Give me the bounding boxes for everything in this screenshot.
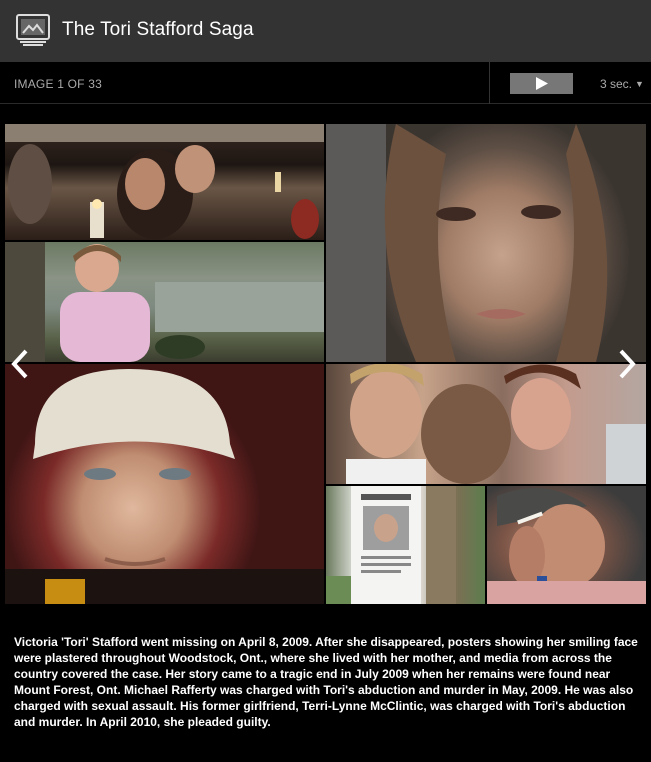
chevron-left-icon[interactable] bbox=[10, 348, 30, 380]
photo-girl-by-lake[interactable] bbox=[5, 242, 324, 362]
chevron-down-icon: ▼ bbox=[635, 79, 644, 89]
photo-woman-portrait[interactable] bbox=[326, 124, 646, 362]
image-counter: IMAGE 1 OF 33 bbox=[14, 77, 102, 91]
photo-woman-smoking[interactable] bbox=[487, 486, 646, 604]
play-button[interactable] bbox=[510, 73, 573, 94]
photo-couple-embrace[interactable] bbox=[326, 364, 646, 484]
page-title: The Tori Stafford Saga bbox=[62, 19, 254, 40]
gallery-toolbar bbox=[0, 62, 651, 104]
play-icon bbox=[536, 77, 548, 90]
chevron-right-icon[interactable] bbox=[617, 348, 637, 380]
photo-man-cap[interactable] bbox=[5, 364, 324, 604]
photo-missing-poster[interactable] bbox=[326, 486, 485, 604]
photo-vigil-candles[interactable] bbox=[5, 124, 324, 240]
gallery-icon bbox=[16, 14, 50, 46]
gallery-header bbox=[0, 0, 651, 62]
photo-caption: Victoria 'Tori' Stafford went missing on April 8, 2009. After she disappeared, posters showing her smiling face were plastered throughout Woodstock, Ont., where she lived with her mother, and media from across the country covered the case. Her story came to a tragic end in July 2009 when her remains were found near Mount Forest, Ont. Michael Rafferty was charged with Tori's abduction and murder in May, 2009. He was also charged with sexual assault. His former girlfriend, Terri-Lynne McClintic, was charged with Tori's abduction and murder. In April 2010, she pleaded guilty. bbox=[14, 635, 638, 729]
interval-value: 3 sec. bbox=[600, 77, 633, 91]
photo-collage[interactable] bbox=[5, 124, 646, 604]
toolbar-divider bbox=[489, 62, 490, 104]
interval-select[interactable] bbox=[600, 77, 644, 91]
